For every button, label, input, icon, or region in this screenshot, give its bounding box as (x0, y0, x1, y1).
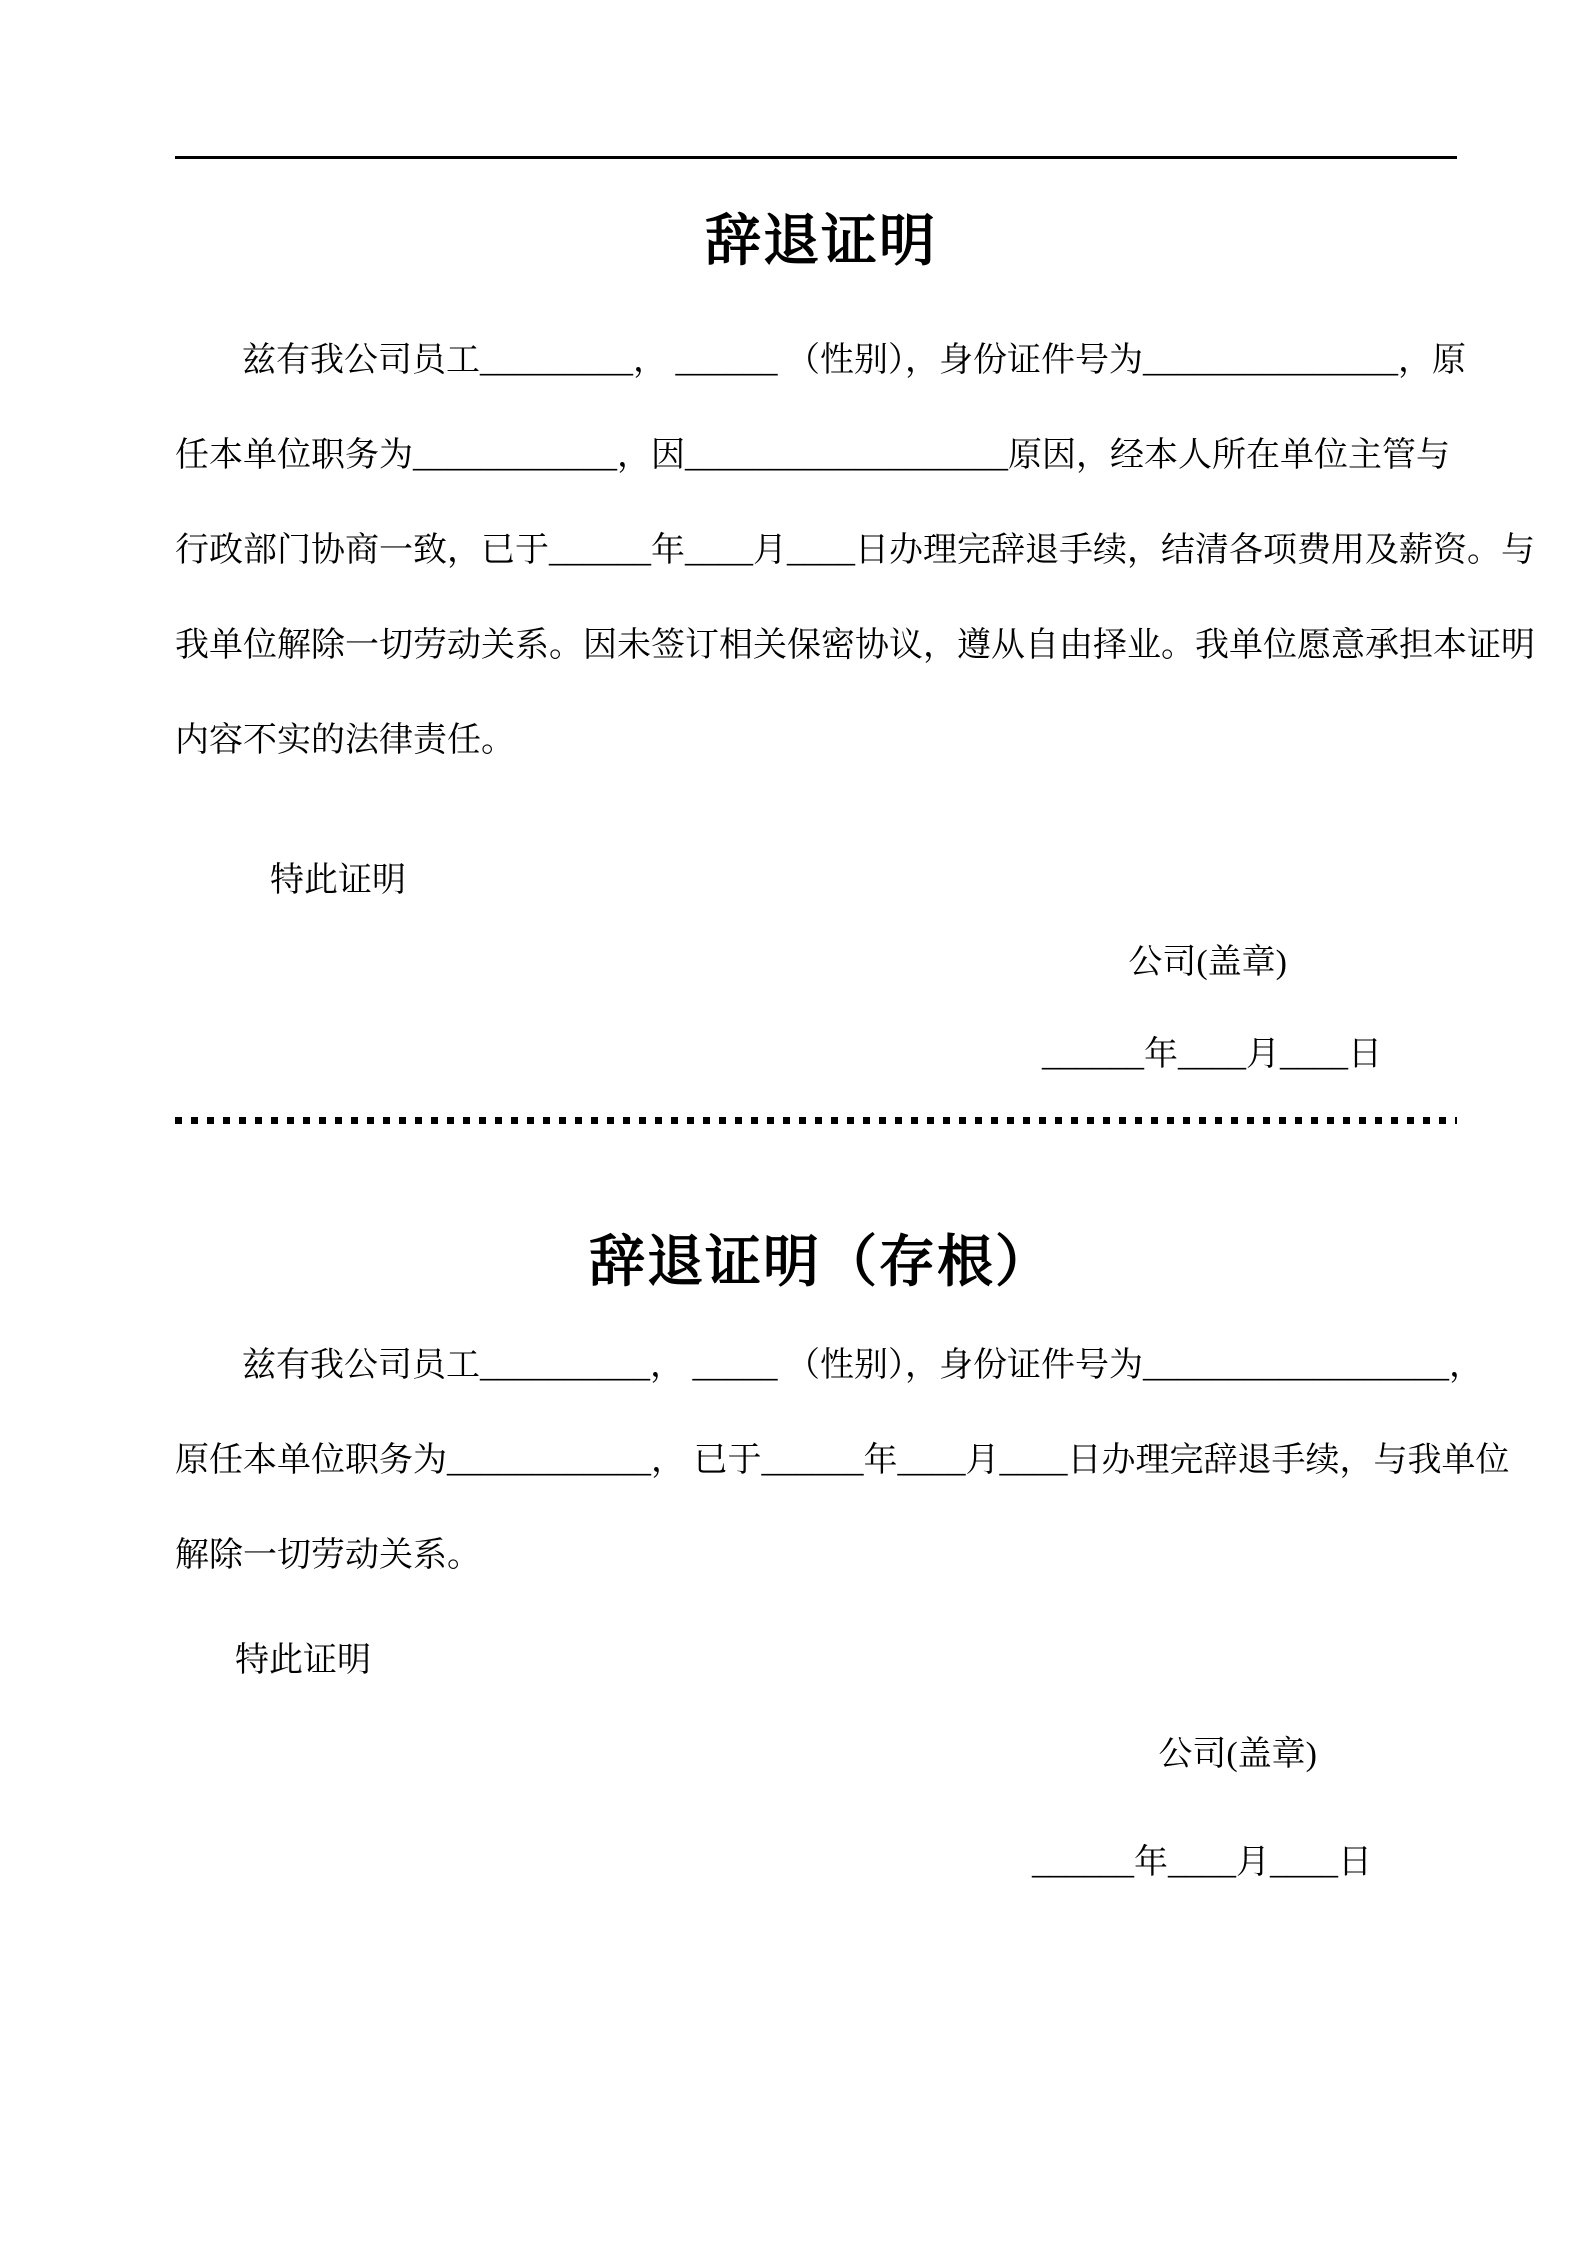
page-top-rule (175, 156, 1457, 159)
certificate-company-seal-label: 公司(盖章) (1128, 944, 1287, 981)
certificate-body (175, 313, 1535, 788)
certificate-body-line-2: 任本单位职务为____________，因___________________原因，经本人所在单位主管与 (175, 437, 1450, 474)
certificate-hereby-note: 特此证明 (270, 862, 406, 899)
stub-title: 辞退证明（存根） (589, 1232, 1053, 1294)
stub-body (175, 1318, 1510, 1603)
stub-hereby-note: 特此证明 (235, 1642, 371, 1679)
stub-company-seal-label: 公司(盖章) (1158, 1736, 1317, 1773)
stub-body-line-3: 解除一切劳动关系。 (175, 1537, 481, 1574)
certificate-body-line-3: 行政部门协商一致，已于______年____月____日办理完辞退手续，结清各项费用及薪资。与 (175, 532, 1535, 569)
perforation-divider (175, 1117, 1457, 1124)
certificate-title: 辞退证明 (705, 211, 937, 273)
stub-body-line-2: 原任本单位职务为____________， 已于______年____月____日办理完辞退手续，与我单位 (175, 1442, 1510, 1479)
certificate-body-line-5: 内容不实的法律责任。 (175, 722, 515, 759)
certificate-date-line: ______年____月____日 (1042, 1036, 1382, 1073)
stub-body-line-1: 兹有我公司员工__________， _____ （性别），身份证件号为__________________， (242, 1347, 1483, 1384)
certificate-body-line-1: 兹有我公司员工_________， ______ （性别），身份证件号为_______________，原 (242, 342, 1466, 379)
stub-date-line: ______年____月____日 (1032, 1844, 1372, 1881)
certificate-body-line-4: 我单位解除一切劳动关系。因未签订相关保密协议，遵从自由择业。我单位愿意承担本证明 (175, 627, 1535, 664)
